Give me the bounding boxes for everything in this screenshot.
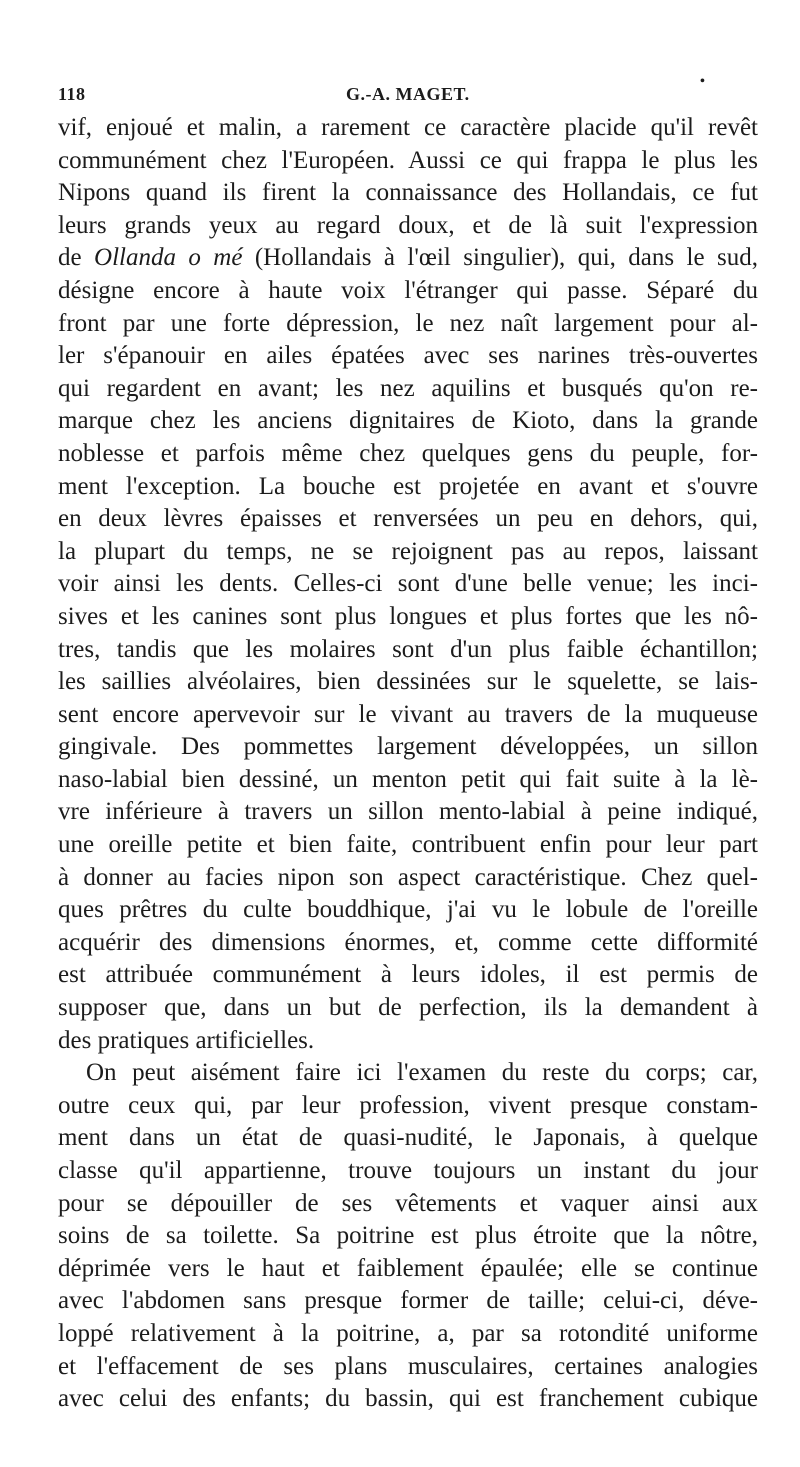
text-line: avec celui des enfants; du bassin, qui est franchement cubique xyxy=(58,1385,758,1413)
text-line: pour se dépouiller de ses vêtements et vaquer ainsi aux xyxy=(58,1189,758,1217)
text-line: les saillies alvéolaires, bien dessinées sur le squelette, se lais- xyxy=(58,668,758,696)
text-line: déprimée vers le haut et faiblement épaulée; elle se continue xyxy=(58,1254,758,1282)
text-line: est attribuée communément à leurs idoles, il est permis de xyxy=(58,961,758,989)
text-line: de Ollanda o mé (Hollandais à l'œil singulier), qui, dans le sud, xyxy=(58,244,758,272)
text-line: soins de sa toilette. Sa poitrine est plus étroite que la nôtre, xyxy=(58,1222,758,1250)
text-line: ler s'épanouir en ailes épatées avec ses narines très-ouvertes xyxy=(58,342,758,370)
book-page xyxy=(58,74,758,1416)
page-header xyxy=(58,74,758,112)
text-line: outre ceux qui, par leur profession, vivent presque constam- xyxy=(58,1091,758,1119)
text-line: classe qu'il appartienne, trouve toujours un instant du jour xyxy=(58,1157,758,1184)
text-line: communément chez l'Européen. Aussi ce qui frappa le plus les xyxy=(58,146,758,174)
text-line: leurs grands yeux au regard doux, et de là suit l'expression xyxy=(58,211,758,239)
text-line: front par une forte dépression, le nez naît largement pour al- xyxy=(58,309,758,337)
text-line: noblesse et parfois même chez quelques gens du peuple, for- xyxy=(58,439,758,467)
text-line: la plupart du temps, ne se rejoignent pas au repos, laissant xyxy=(58,537,758,565)
paragraph xyxy=(58,1057,758,1416)
margin-mark: • xyxy=(700,74,706,89)
text-line: des pratiques artificielles. xyxy=(58,1026,315,1054)
text-line: désigne encore à haute voix l'étranger qui passe. Séparé du xyxy=(58,276,758,304)
text-line: une oreille petite et bien faite, contribuent enfin pour leur part xyxy=(58,831,758,859)
text-line: ques prêtres du culte bouddhique, j'ai vu le lobule de l'oreille xyxy=(58,896,758,924)
text-line: ment dans un état de quasi-nudité, le Japonais, à quelque xyxy=(58,1124,758,1152)
text-line: et l'effacement de ses plans musculaires, certaines analogies xyxy=(58,1352,758,1380)
body-text xyxy=(58,112,758,1416)
text-line: loppé relativement à la poitrine, a, par sa rotondité uniforme xyxy=(58,1319,758,1347)
paragraph xyxy=(58,112,758,1057)
text-line: vif, enjoué et malin, a rarement ce caractère placide qu'il revêt xyxy=(58,114,758,141)
text-line: vre inférieure à travers un sillon mento-labial à peine indiqué, xyxy=(58,798,758,826)
text-line: Nipons quand ils firent la connaissance des Hollandais, ce fut xyxy=(58,179,758,207)
running-head: G.-A. MAGET. xyxy=(346,84,470,104)
text-line: à donner au facies nipon son aspect caractéristique. Chez quel- xyxy=(58,863,758,891)
text-line: marque chez les anciens dignitaires de Kioto, dans la grande xyxy=(58,407,758,435)
text-line: en deux lèvres épaisses et renversées un peu en dehors, qui, xyxy=(58,505,758,533)
text-line: gingivale. Des pommettes largement développées, un sillon xyxy=(58,733,758,761)
text-line: sent encore apervevoir sur le vivant au travers de la muqueuse xyxy=(58,700,758,728)
text-line: tres, tandis que les molaires sont d'un plus faible échantillon; xyxy=(58,635,758,663)
text-line: On peut aisément faire ici l'examen du reste du corps; car, xyxy=(86,1059,758,1087)
page-number: 118 xyxy=(58,84,86,104)
text-line: qui regardent en avant; les nez aquilins et busqués qu'on re- xyxy=(58,374,758,402)
text-line: supposer que, dans un but de perfection, ils la demandent à xyxy=(58,994,758,1022)
text-line: ment l'exception. La bouche est projetée en avant et s'ouvre xyxy=(58,472,758,500)
text-line: sives et les canines sont plus longues et plus fortes que les nô- xyxy=(58,602,758,630)
text-line: acquérir des dimensions énormes, et, comme cette difformité xyxy=(58,928,758,956)
text-line: avec l'abdomen sans presque former de taille; celui-ci, déve- xyxy=(58,1287,758,1315)
text-line: voir ainsi les dents. Celles-ci sont d'une belle venue; les inci- xyxy=(58,570,758,598)
text-line: naso-labial bien dessiné, un menton petit qui fait suite à la lè- xyxy=(58,765,758,793)
